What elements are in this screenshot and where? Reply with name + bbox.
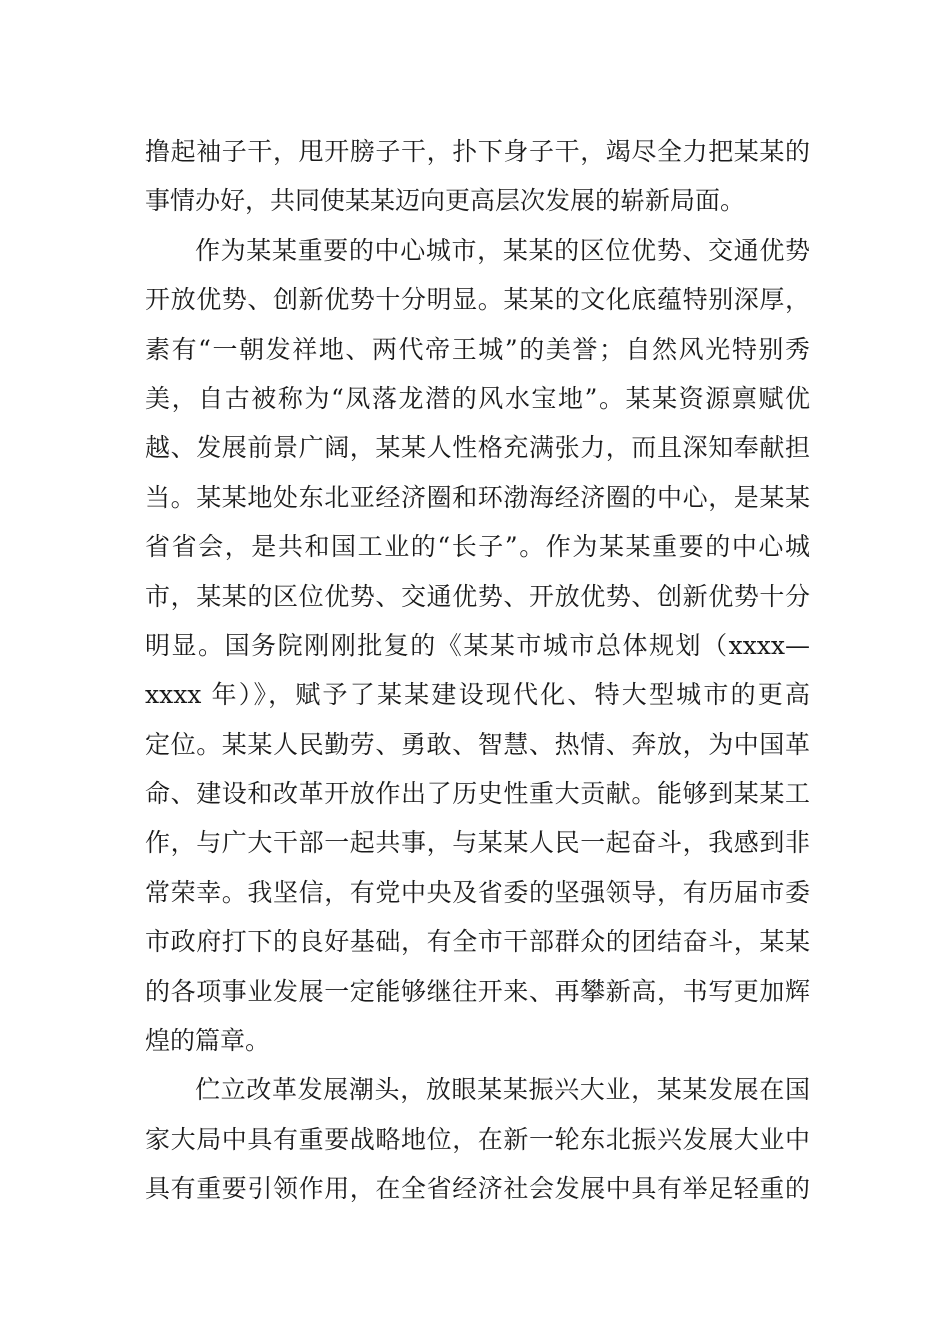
- text-line: 具有重要引领作用，在全省经济社会发展中具有举足轻重的: [145, 1174, 810, 1204]
- text-line: 美，自古被称为“凤落龙潜的风水宝地”。某某资源禀赋优: [145, 383, 810, 413]
- paragraph: [145, 226, 810, 1066]
- paragraph: [145, 127, 810, 226]
- text-line: 越、发展前景广阔，某某人性格充满张力，而且深知奉献担: [145, 433, 810, 463]
- text-line: 明显。国务院刚刚批复的《某某市城市总体规划（xxxx—: [145, 630, 810, 660]
- text-line: 家大局中具有重要战略地位，在新一轮东北振兴发展大业中: [145, 1124, 810, 1154]
- text-line: 常荣幸。我坚信，有党中央及省委的坚强领导，有历届市委: [145, 877, 810, 907]
- text-line: 伫立改革发展潮头，放眼某某振兴大业，某某发展在国: [195, 1075, 810, 1105]
- text-line: 撸起袖子干，甩开膀子干，扑下身子干，竭尽全力把某某的: [145, 137, 810, 166]
- text-line: 当。某某地处东北亚经济圈和环渤海经济圈的中心，是某某: [145, 482, 810, 512]
- text-line: xxxx 年）》，赋予了某某建设现代化、特大型城市的更高: [145, 680, 810, 710]
- text-line: 命、建设和改革开放作出了历史性重大贡献。能够到某某工: [145, 779, 810, 809]
- text-line: 市，某某的区位优势、交通优势、开放优势、创新优势十分: [145, 581, 810, 611]
- paragraph: [145, 1065, 810, 1213]
- text-line: 作，与广大干部一起共事，与某某人民一起奋斗，我感到非: [145, 828, 810, 858]
- body-text: [145, 127, 810, 1214]
- text-line: 作为某某重要的中心城市，某某的区位优势、交通优势: [195, 235, 810, 265]
- text-line: 事情办好，共同使某某迈向更高层次发展的崭新局面。: [145, 186, 746, 216]
- text-line: 煌的篇章。: [145, 1026, 271, 1056]
- text-line: 定位。某某人民勤劳、勇敢、智慧、热情、奔放，为中国革: [145, 729, 810, 759]
- text-line: 市政府打下的良好基础，有全市干部群众的团结奋斗，某某: [145, 927, 810, 957]
- text-line: 素有“一朝发祥地、两代帝王城”的美誉；自然风光特别秀: [145, 334, 810, 364]
- text-line: 的各项事业发展一定能够继往开来、再攀新高，书写更加辉: [145, 976, 810, 1006]
- text-line: 省省会，是共和国工业的“长子”。作为某某重要的中心城: [145, 532, 810, 562]
- text-line: 开放优势、创新优势十分明显。某某的文化底蕴特别深厚，: [145, 285, 810, 315]
